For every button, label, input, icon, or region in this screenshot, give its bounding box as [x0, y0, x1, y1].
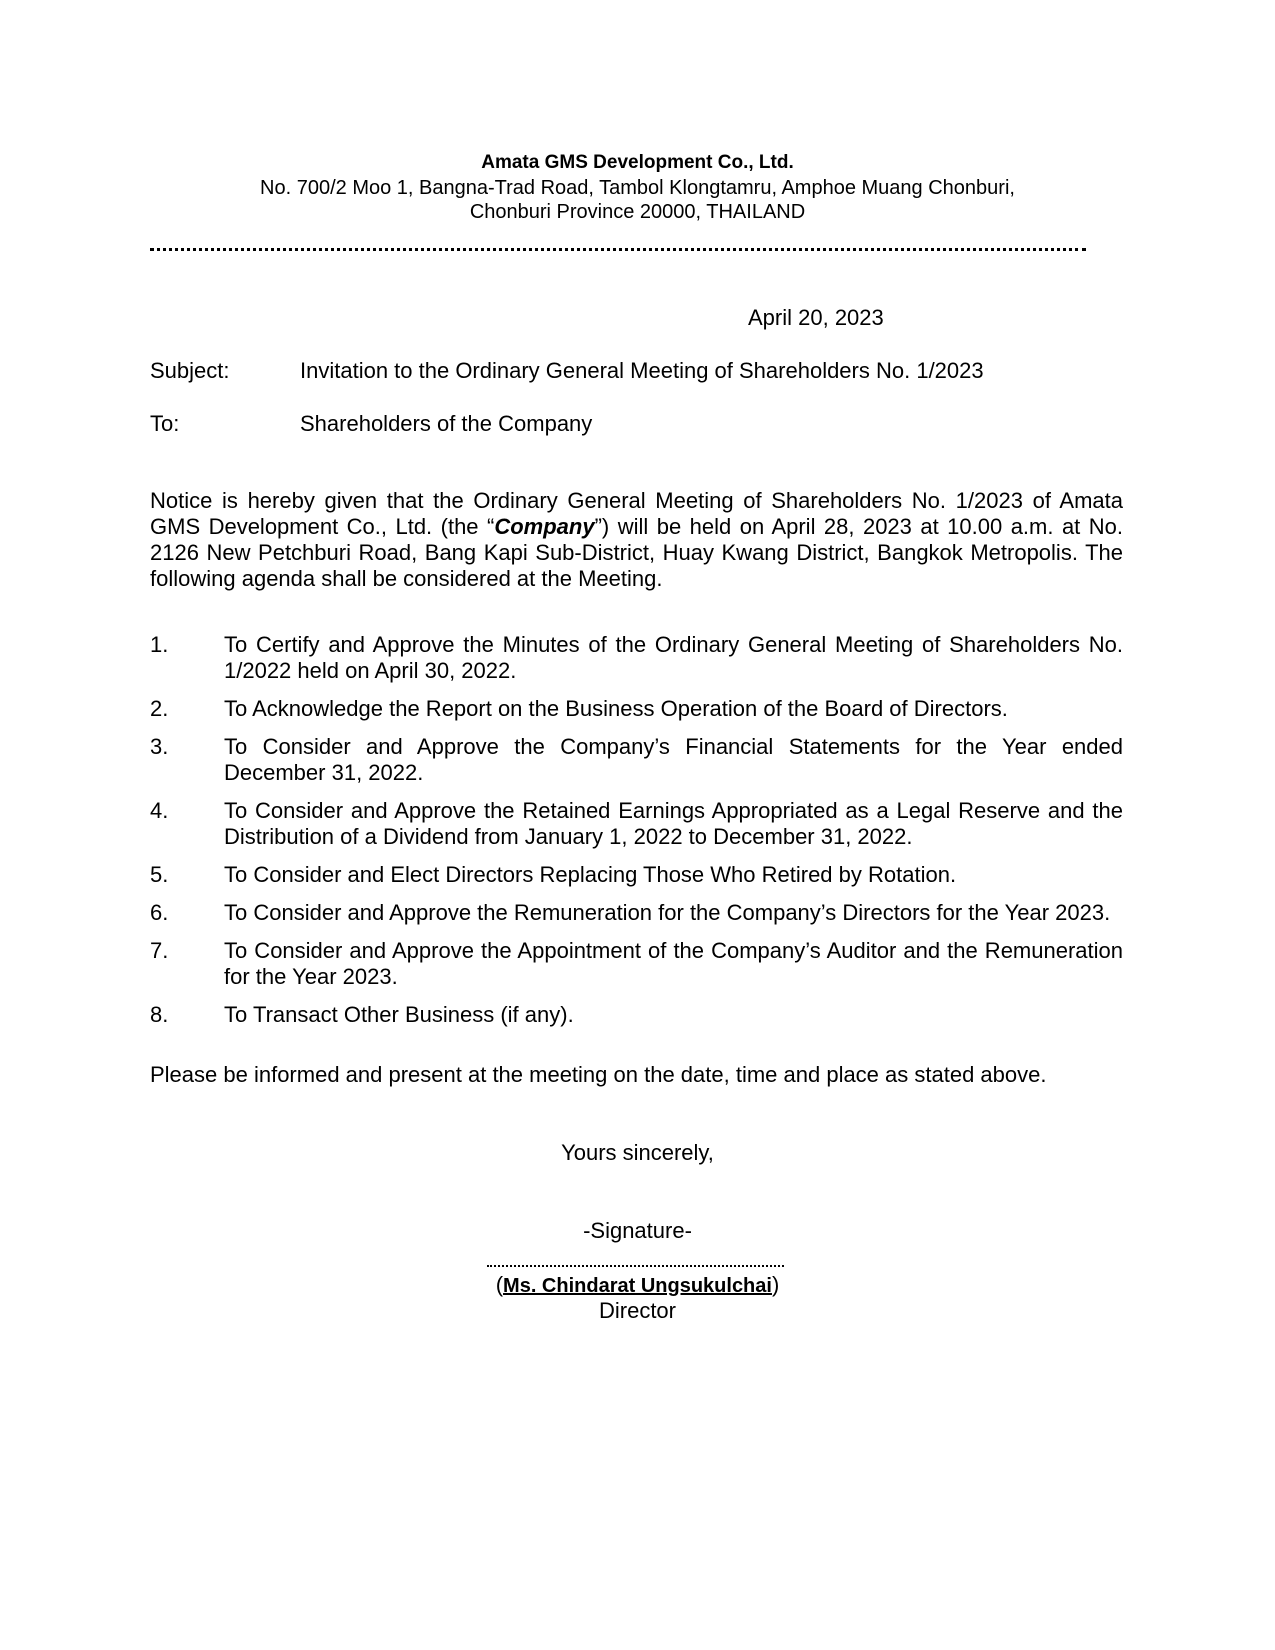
signer-close-paren: )	[771, 1272, 780, 1297]
closing-paragraph: Please be informed and present at the meeting on the date, time and place as stated above.	[150, 1062, 1047, 1087]
agenda-item-number: 3.	[150, 734, 169, 759]
letterhead-divider	[150, 248, 1086, 251]
agenda-item-number: 1.	[150, 632, 169, 657]
agenda-item-number: 7.	[150, 938, 169, 963]
address-line-1: No. 700/2 Moo 1, Bangna-Trad Road, Tambol Klongtamru, Amphoe Muang Chonburi,	[260, 177, 1015, 199]
agenda-item	[150, 938, 1123, 990]
agenda-item-text: To Consider and Approve the Remuneration for the Company’s Directors for the Year 2023.	[224, 900, 1111, 925]
agenda-item	[150, 632, 1123, 684]
agenda-item	[150, 1002, 1123, 1028]
signature-placeholder: -Signature-	[583, 1218, 692, 1243]
subject-value: Invitation to the Ordinary General Meeting of Shareholders No. 1/2023	[300, 358, 984, 383]
agenda-item-text: To Consider and Approve the Retained Earnings Appropriated as a Legal Reserve and the Distribution of a Dividend from January 1, 2022 to December 31, 2022.	[224, 798, 1123, 849]
letterhead	[150, 150, 1125, 224]
agenda-item-text: To Consider and Approve the Appointment of the Company’s Auditor and the Remuneration for the Year 2023.	[224, 938, 1123, 989]
agenda-item	[150, 696, 1123, 722]
signer-name-line	[430, 1272, 845, 1299]
agenda-item-text: To Consider and Elect Directors Replacing Those Who Retired by Rotation.	[224, 862, 957, 887]
signature-line	[487, 1265, 784, 1267]
agenda-item	[150, 862, 1123, 888]
agenda-item	[150, 734, 1123, 786]
agenda-item-text: To Transact Other Business (if any).	[224, 1002, 574, 1027]
agenda-item-number: 5.	[150, 862, 169, 887]
notice-text-part2: ”) will be held on April 28, 2023 at 10.00 a.m. at No. 2126 New Petchburi Road, Bang Kapi Sub-District, Huay Kwang District, Bangkok Metropolis. The following agenda shall be considered at the Meeting.	[150, 514, 1123, 591]
subject-row	[150, 358, 984, 384]
agenda-list	[150, 632, 1123, 1040]
agenda-item-number: 8.	[150, 1002, 169, 1027]
agenda-item	[150, 798, 1123, 850]
recipient-label: To:	[150, 411, 180, 436]
notice-paragraph	[150, 488, 1123, 592]
recipient-value: Shareholders of the Company	[300, 411, 593, 436]
signer-open-paren: (	[495, 1272, 504, 1297]
subject-label: Subject:	[150, 358, 230, 383]
letter-date: April 20, 2023	[748, 305, 884, 330]
notice-company-emphasis: Company	[494, 514, 595, 539]
agenda-item-text: To Consider and Approve the Company’s Financial Statements for the Year ended December 31, 2022.	[224, 734, 1123, 785]
agenda-item-number: 2.	[150, 696, 169, 721]
address-line-2: Chonburi Province 20000, THAILAND	[469, 201, 806, 223]
valediction: Yours sincerely,	[561, 1140, 714, 1165]
notice-text-part1: Notice is hereby given that the Ordinary General Meeting of Shareholders No. 1/2023 of Amata GMS Development Co., Ltd. (the “	[150, 488, 1123, 539]
signer-name: Ms. Chindarat Ungsukulchai	[503, 1275, 772, 1297]
agenda-item-text: To Certify and Approve the Minutes of the Ordinary General Meeting of Shareholders No. 1/2022 held on April 30, 2022.	[224, 632, 1123, 683]
agenda-item-text: To Acknowledge the Report on the Business Operation of the Board of Directors.	[224, 696, 1008, 721]
agenda-item-number: 6.	[150, 900, 169, 925]
signer-title: Director	[598, 1298, 676, 1323]
recipient-row	[150, 411, 592, 437]
company-name: Amata GMS Development Co., Ltd.	[481, 152, 794, 173]
agenda-item	[150, 900, 1123, 926]
agenda-item-number: 4.	[150, 798, 169, 823]
